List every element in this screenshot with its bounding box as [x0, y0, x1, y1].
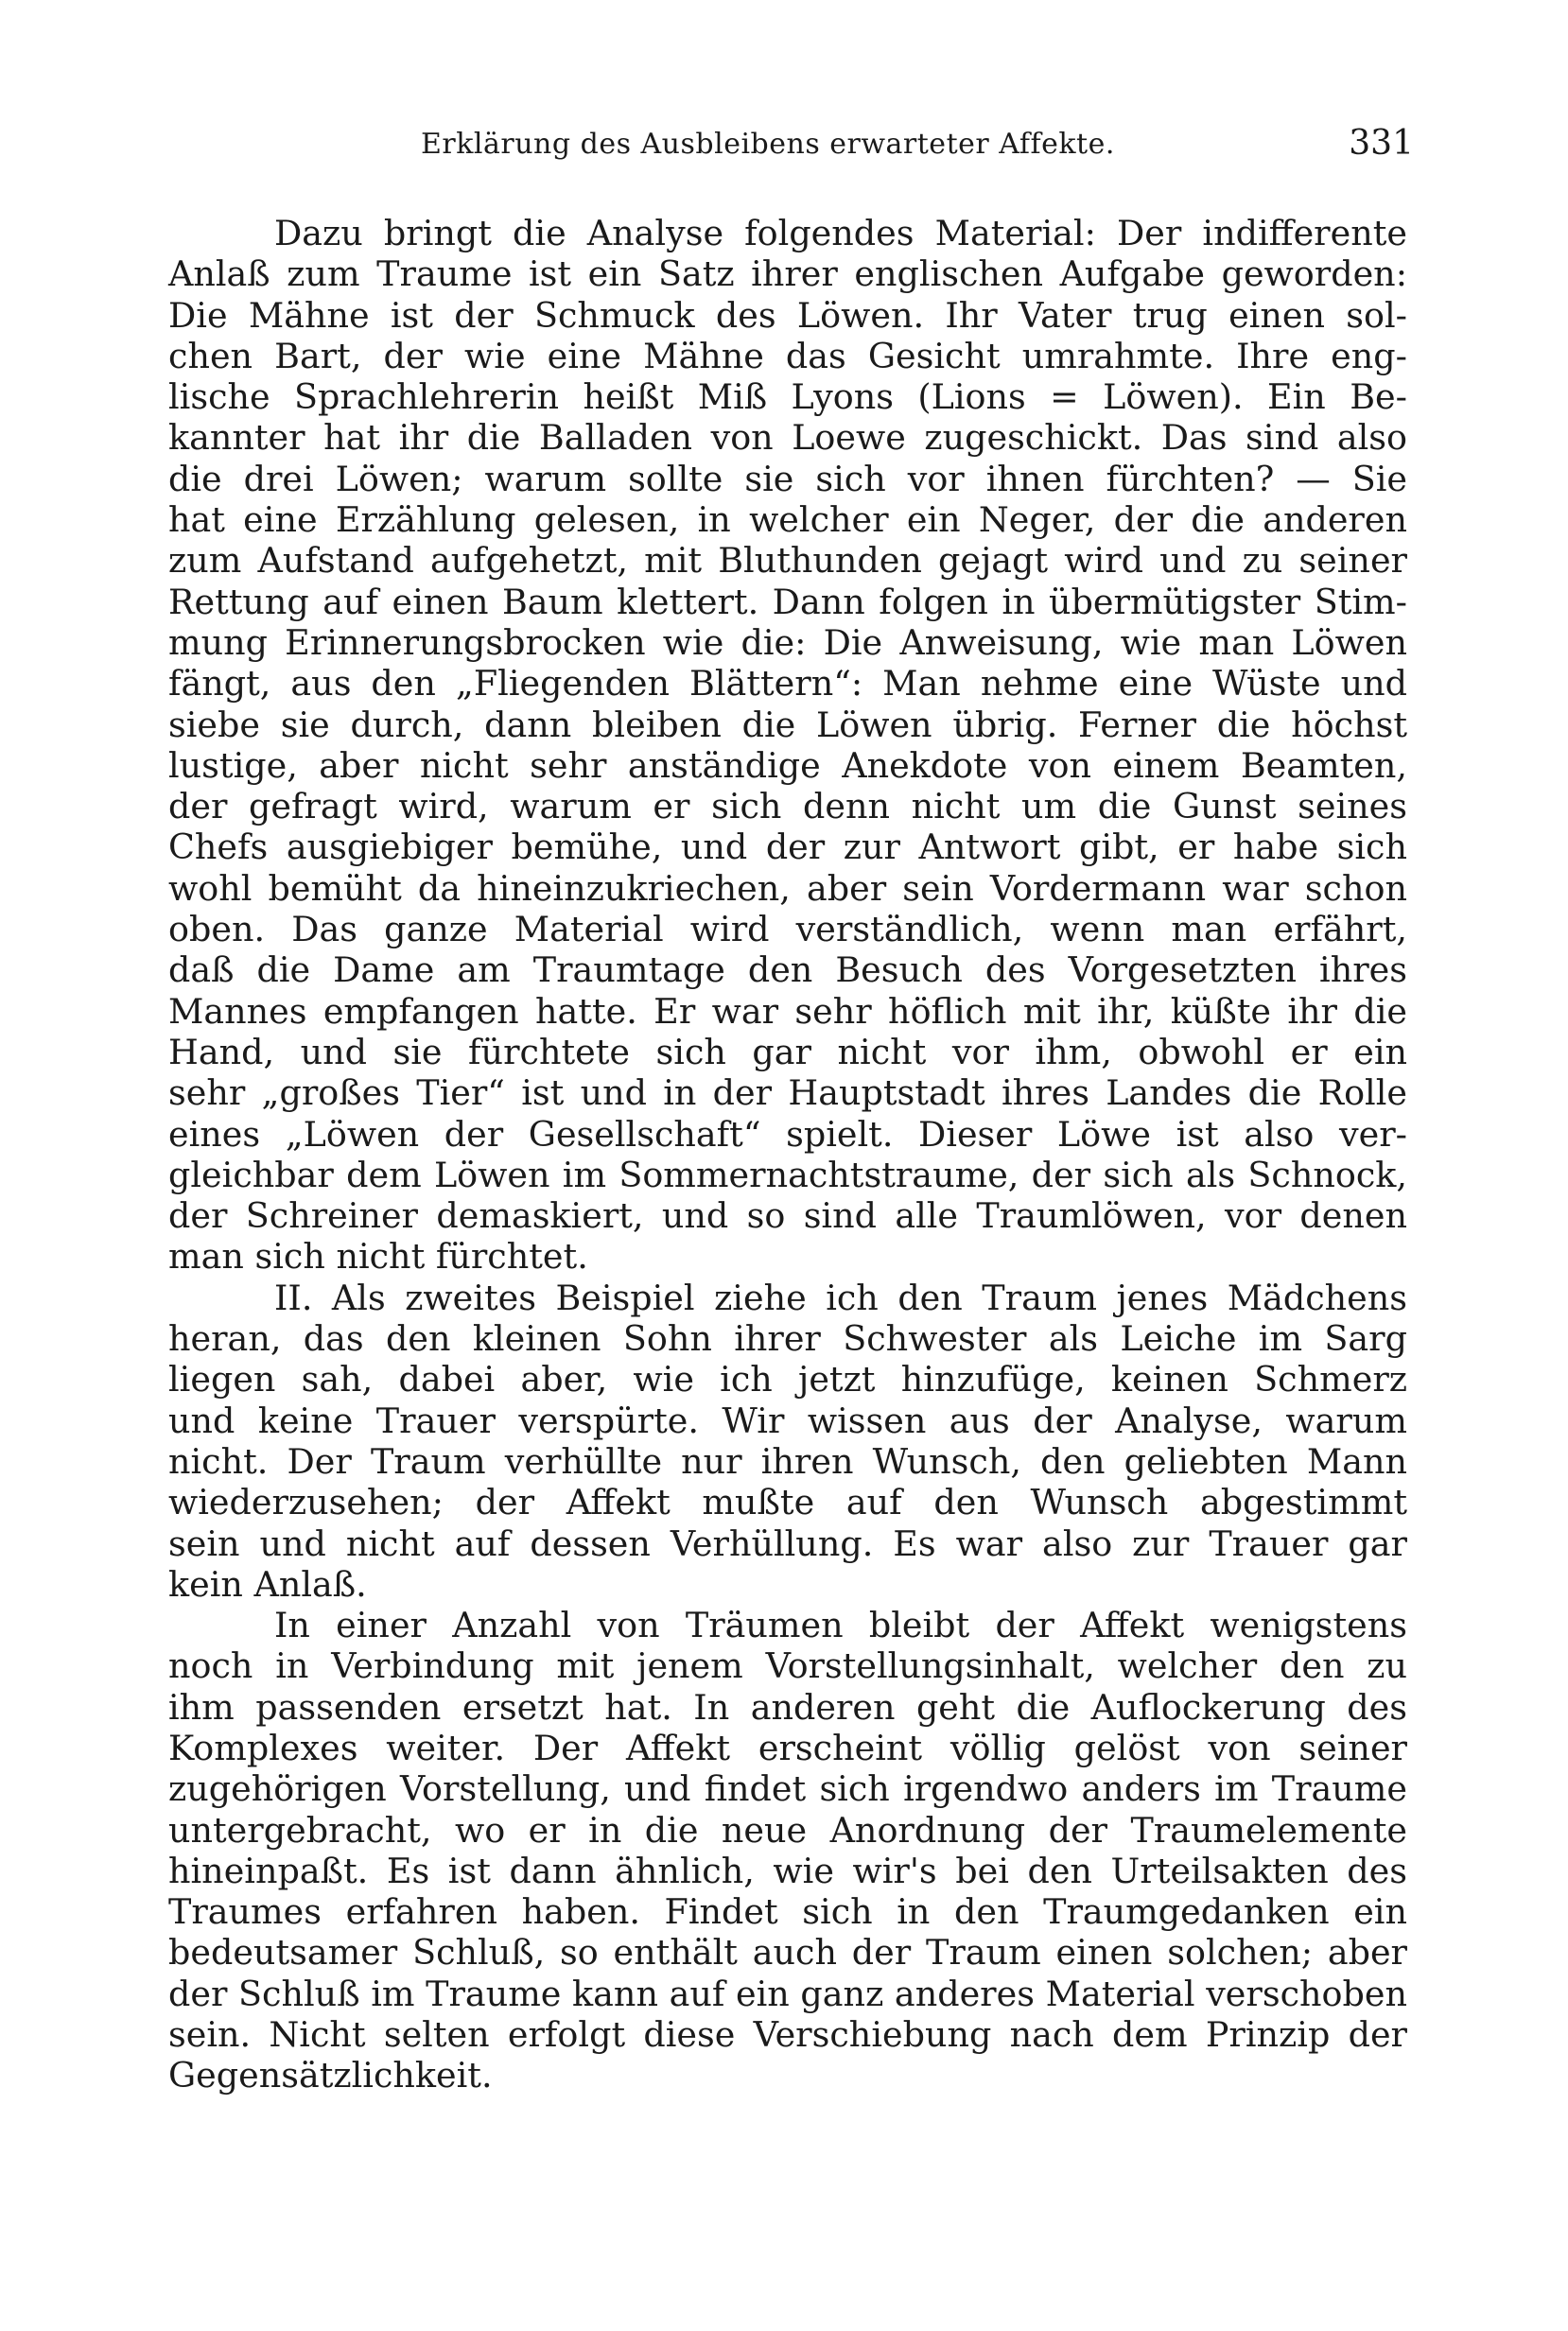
- text-line: sein. Nicht selten erfolgt diese Verschiebung nach dem Prinzip der: [168, 2014, 1407, 2056]
- text-line: zum Aufstand aufgehetzt, mit Bluthunden gejagt wird und zu seiner: [168, 540, 1407, 582]
- text-line: man sich nicht fürchtet.: [168, 1236, 588, 1278]
- text-line: kein Anlaß.: [168, 1563, 367, 1605]
- running-head-title: Erklärung des Ausbleibens erwarteter Affekte.: [421, 128, 1115, 161]
- text-line: kannter hat ihr die Balladen von Loewe zugeschickt. Das sind also: [168, 417, 1407, 459]
- text-line: gleichbar dem Löwen im Sommernachtstraume, der sich als Schnock,: [168, 1154, 1407, 1195]
- text-line: der gefragt wird, warum er sich denn nicht um die Gunst seines: [168, 786, 1407, 827]
- text-line: zugehörigen Vorstellung, und findet sich irgendwo anders im Traume: [168, 1768, 1407, 1810]
- text-line: lustige, aber nicht sehr anständige Anekdote von einem Beamten,: [168, 744, 1407, 786]
- text-line: heran, das den kleinen Sohn ihrer Schwester als Leiche im Sarg: [168, 1318, 1407, 1360]
- text-line: chen Bart, der wie eine Mähne das Gesicht umrahmte. Ihre eng-: [168, 335, 1407, 376]
- text-line: Traumes erfahren haben. Findet sich in den Traumgedanken ein: [168, 1891, 1407, 1933]
- text-line: wohl bemüht da hineinzukriechen, aber sein Vordermann war schon: [168, 867, 1407, 909]
- text-line: Die Mähne ist der Schmuck des Löwen. Ihr Vater trug einen sol-: [168, 294, 1407, 336]
- text-line: eines „Löwen der Gesellschaft“ spielt. Dieser Löwe ist also ver-: [168, 1113, 1407, 1155]
- text-line: hineinpaßt. Es ist dann ähnlich, wie wir's bei den Urteilsakten des: [168, 1850, 1407, 1891]
- text-line: siebe sie durch, dann bleiben die Löwen übrig. Ferner die höchst: [168, 704, 1407, 745]
- text-line: der Schluß im Traume kann auf ein ganz anderes Material verschoben: [168, 1973, 1407, 2014]
- body-text: [168, 213, 1407, 2096]
- text-line: hat eine Erzählung gelesen, in welcher ein Neger, der die anderen: [168, 499, 1407, 541]
- text-line: nicht. Der Traum verhüllte nur ihren Wunsch, den geliebten Mann: [168, 1440, 1407, 1482]
- text-line: die drei Löwen; warum sollte sie sich vor ihnen fürchten? — Sie: [168, 458, 1407, 499]
- page-number: 331: [1349, 124, 1414, 163]
- running-head: [421, 124, 1414, 175]
- text-line: Dazu bringt die Analyse folgendes Material: Der indifferente: [274, 213, 1407, 253]
- text-line: und keine Trauer verspürte. Wir wissen aus der Analyse, warum: [168, 1400, 1407, 1441]
- text-line: mung Erinnerungsbrocken wie die: Die Anweisung, wie man Löwen: [168, 621, 1407, 663]
- text-line: In einer Anzahl von Träumen bleibt der Affekt wenigstens: [274, 1605, 1407, 1646]
- text-line: untergebracht, wo er in die neue Anordnung der Traumelemente: [168, 1809, 1407, 1851]
- text-line: der Schreiner demaskiert, und so sind alle Traumlöwen, vor denen: [168, 1195, 1407, 1237]
- text-line: liegen sah, dabei aber, wie ich jetzt hinzufüge, keinen Schmerz: [168, 1359, 1407, 1400]
- text-line: noch in Verbindung mit jenem Vorstellungsinhalt, welcher den zu: [168, 1645, 1407, 1687]
- text-line: fängt, aus den „Fliegenden Blättern“: Man nehme eine Wüste und: [168, 663, 1407, 705]
- text-line: Hand, und sie fürchtete sich gar nicht vor ihm, obwohl er ein: [168, 1031, 1407, 1072]
- text-line: Rettung auf einen Baum klettert. Dann folgen in übermütigster Stim-: [168, 581, 1407, 622]
- text-line: II. Als zweites Beispiel ziehe ich den Traum jenes Mädchens: [274, 1277, 1407, 1318]
- text-line: Mannes empfangen hatte. Er war sehr höflich mit ihr, küßte ihr die: [168, 990, 1407, 1032]
- text-line: lische Sprachlehrerin heißt Miß Lyons (Lions = Löwen). Ein Be-: [168, 376, 1407, 418]
- text-line: Chefs ausgiebiger bemühe, und der zur Antwort gibt, er habe sich: [168, 826, 1407, 868]
- text-line: sein und nicht auf dessen Verhüllung. Es war also zur Trauer gar: [168, 1522, 1407, 1564]
- text-line: wiederzusehen; der Affekt mußte auf den Wunsch abgestimmt: [168, 1482, 1407, 1523]
- text-line: sehr „großes Tier“ ist und in der Hauptstadt ihres Landes die Rolle: [168, 1072, 1407, 1114]
- text-line: Gegensätzlichkeit.: [168, 2055, 493, 2096]
- text-line: Anlaß zum Traume ist ein Satz ihrer englischen Aufgabe geworden:: [168, 253, 1407, 295]
- text-line: Komplexes weiter. Der Affekt erscheint völlig gelöst von seiner: [168, 1727, 1407, 1768]
- text-line: ihm passenden ersetzt hat. In anderen geht die Auflockerung des: [168, 1686, 1407, 1728]
- text-line: bedeutsamer Schluß, so enthält auch der Traum einen solchen; aber: [168, 1932, 1407, 1974]
- text-line: daß die Dame am Traumtage den Besuch des Vorgesetzten ihres: [168, 949, 1407, 991]
- text-line: oben. Das ganze Material wird verständlich, wenn man erfährt,: [168, 909, 1407, 950]
